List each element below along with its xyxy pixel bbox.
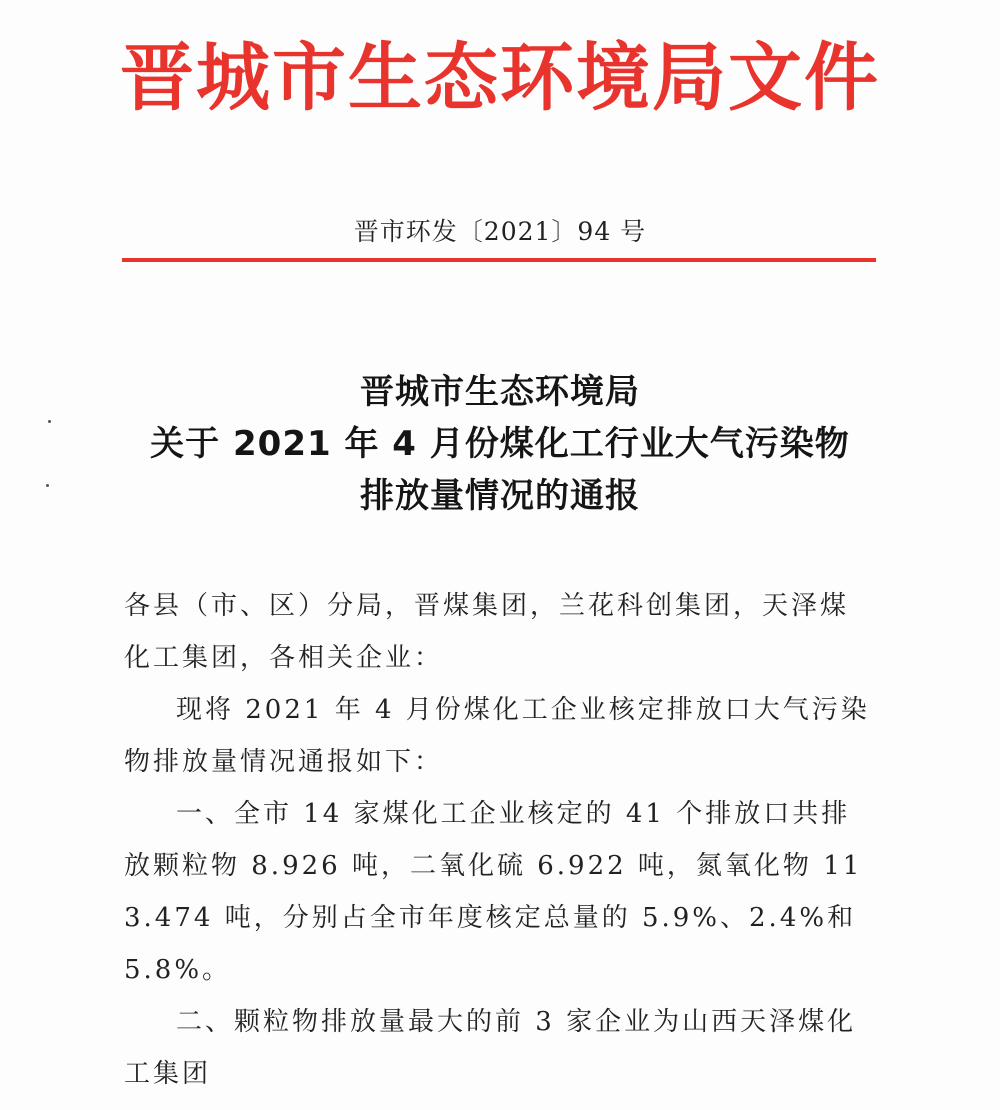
title-line-3: 排放量情况的通报 [360, 476, 640, 516]
red-divider-line [122, 258, 876, 262]
agency-document-header: 晋城市生态环境局文件 [120, 35, 880, 121]
item-2-paragraph: 二、颗粒物排放量最大的前 3 家企业为山西天泽煤化工集团 [124, 1007, 857, 1089]
intro-paragraph: 现将 2021 年 4 月份煤化工企业核定排放口大气污染物排放量情况通报如下： [124, 695, 870, 777]
addressee-paragraph: 各县（市、区）分局，晋煤集团，兰花科创集团，天泽煤化工集团，各相关企业： [124, 591, 850, 673]
document-number: 晋市环发〔2021〕94 号 [353, 217, 647, 246]
scan-speck [48, 420, 51, 423]
title-line-1: 晋城市生态环境局 [360, 372, 640, 412]
item-1-paragraph: 一、全市 14 家煤化工企业核定的 41 个排放口共排放颗粒物 8.926 吨，二氧化硫 6.922 吨，氮氧化物 113.474 吨，分别占全市年度核定总量的 5.9%、2.4%和 5.8%。 [124, 799, 863, 985]
scan-specks [40, 420, 60, 500]
title-line-2: 关于 2021 年 4 月份煤化工行业大气污染物 [150, 424, 850, 464]
notice-title [0, 366, 1000, 522]
scan-speck [46, 484, 49, 487]
document-body [124, 580, 876, 1100]
